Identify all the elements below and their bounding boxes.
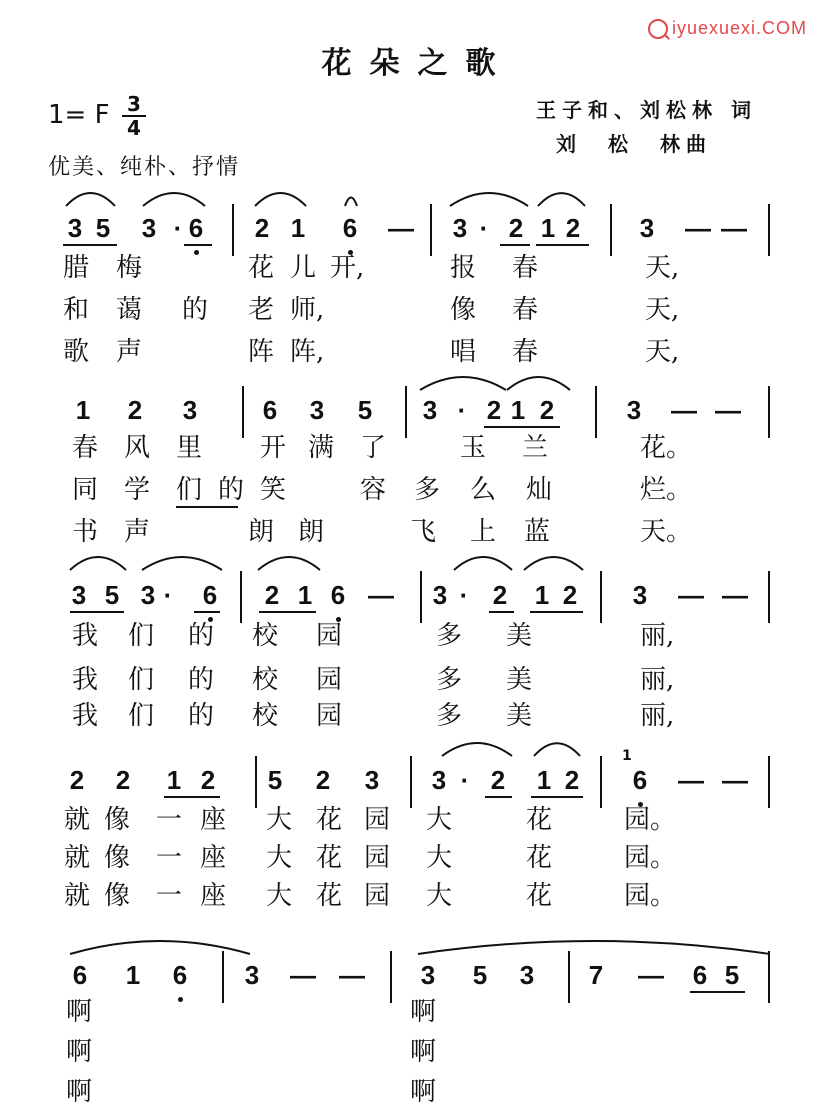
lyric-char: 开, <box>330 253 365 283</box>
lyric-char: 啊 <box>410 997 437 1027</box>
note: — <box>290 960 316 990</box>
beam-underline <box>70 611 124 613</box>
lyric-char: 座 <box>200 881 227 911</box>
lyric-char: 们 <box>128 621 155 651</box>
note: 3 <box>364 765 380 795</box>
beam-underline <box>530 611 583 613</box>
lyric-char: 春 <box>512 253 539 283</box>
lyric-char: 学 <box>124 475 151 505</box>
note: 2 <box>254 213 270 243</box>
lyric-char: 了 <box>360 433 387 463</box>
lyric-char: 们 <box>176 475 203 505</box>
lyric-char: 园 <box>316 621 343 651</box>
note: — <box>721 213 747 243</box>
lyric-char: 我 <box>72 701 99 731</box>
note: 1 <box>536 765 552 795</box>
lyric-char: 上 <box>470 517 497 547</box>
lyric-char: 园 <box>316 665 343 695</box>
lyric-char: 大 <box>426 843 453 873</box>
barline <box>595 386 597 438</box>
lyric-char: 歌 <box>63 337 90 367</box>
note: 3 <box>67 213 83 243</box>
barline <box>768 756 770 808</box>
slur <box>255 193 306 206</box>
lyric-char: 座 <box>200 843 227 873</box>
slur <box>420 377 506 390</box>
lyric-char: 花 <box>526 805 553 835</box>
note: 5 <box>724 960 740 990</box>
note: 6 <box>342 213 358 243</box>
note: 2 <box>539 395 555 425</box>
note: 6 <box>262 395 278 425</box>
note: 2 <box>562 580 578 610</box>
note: 1 <box>540 213 556 243</box>
lyric-char: 师, <box>290 295 325 325</box>
note: 3 <box>639 213 655 243</box>
lyric-char: 的 <box>188 621 215 651</box>
lyric-char: 容 <box>360 475 387 505</box>
beam-underline <box>690 991 745 993</box>
lyric-char: 们 <box>128 665 155 695</box>
slur <box>524 557 583 570</box>
low-octave-dot <box>194 250 199 255</box>
lyric-char: 园 <box>364 843 391 873</box>
lyric-char: 同 <box>72 475 99 505</box>
lyric-char: 朗 <box>248 517 275 547</box>
barline <box>768 204 770 256</box>
note: 2 <box>200 765 216 795</box>
lyric-char: 的 <box>182 295 209 325</box>
lyric-char: 声 <box>124 517 151 547</box>
barline <box>768 571 770 623</box>
note: — <box>715 395 741 425</box>
lyric-char: 就 <box>64 881 91 911</box>
slur <box>258 557 320 570</box>
note: 3 <box>420 960 436 990</box>
barline <box>610 204 612 256</box>
lyric-char: 就 <box>64 843 91 873</box>
note: 1 <box>297 580 313 610</box>
barline <box>390 951 392 1003</box>
beam-underline <box>531 796 583 798</box>
lyric-char: 美 <box>506 665 533 695</box>
note: 2 <box>508 213 524 243</box>
beam-underline <box>63 244 117 246</box>
lyric-char: 们 <box>128 701 155 731</box>
beam-underline <box>184 244 212 246</box>
note: 3 <box>141 213 157 243</box>
lyric-char: 美 <box>506 701 533 731</box>
lyric-char: 我 <box>72 665 99 695</box>
slur <box>143 193 205 206</box>
lyric-char: 大 <box>266 843 293 873</box>
lyric-char: 像 <box>450 295 477 325</box>
note: — <box>388 213 414 243</box>
lyric-char: 灿 <box>526 475 553 505</box>
lyric-char: 花。 <box>640 433 693 463</box>
lyric-char: 大 <box>426 881 453 911</box>
note: 2 <box>565 213 581 243</box>
lyric-char: 我 <box>72 621 99 651</box>
slur <box>418 941 770 954</box>
note: · <box>460 765 470 795</box>
lyric-char: 腊 <box>63 253 90 283</box>
barline <box>568 951 570 1003</box>
beam-underline <box>194 611 220 613</box>
note: 5 <box>104 580 120 610</box>
note: 2 <box>115 765 131 795</box>
lyric-char: 多 <box>414 475 441 505</box>
time-sig-top: 3 <box>127 92 141 116</box>
lyric-char: 园。 <box>624 843 677 873</box>
lyric-char: 大 <box>266 881 293 911</box>
beam-underline <box>536 244 589 246</box>
lyric-char: 园。 <box>624 881 677 911</box>
lyric-char: 啊 <box>66 1037 93 1067</box>
lyric-char: 一 <box>156 805 183 835</box>
slur <box>66 193 115 206</box>
note: 3 <box>244 960 260 990</box>
song-title: 花朵之歌 <box>321 46 514 81</box>
lyric-char: 儿 <box>290 253 317 283</box>
lyric-char: 唱 <box>450 337 477 367</box>
beam-underline <box>500 244 530 246</box>
lyric-char: 校 <box>252 665 279 695</box>
lyric-char: 笑 <box>260 475 287 505</box>
slur <box>345 198 357 207</box>
note: 1 <box>510 395 526 425</box>
lyric-char: 报 <box>450 253 477 283</box>
lyric-char: 春 <box>512 295 539 325</box>
slur <box>534 743 580 756</box>
lyric-char: 的 <box>218 475 245 505</box>
beam-underline <box>484 426 508 428</box>
lyric-char: 书 <box>72 517 99 547</box>
lyric-char: 烂。 <box>640 475 693 505</box>
low-octave-dot <box>178 997 183 1002</box>
lyric-char: 啊 <box>410 1077 437 1107</box>
note: 3 <box>182 395 198 425</box>
note: 3 <box>432 580 448 610</box>
watermark-text: iyuexuexi.COM <box>671 18 807 38</box>
lyric-char: 大 <box>426 805 453 835</box>
barline <box>600 571 602 623</box>
barline <box>240 571 242 623</box>
lyric-char: 像 <box>104 881 131 911</box>
lyric-underline <box>176 506 238 508</box>
note: · <box>479 213 489 243</box>
note: 3 <box>431 765 447 795</box>
note: 6 <box>172 960 188 990</box>
lyric-char: 里 <box>176 433 203 463</box>
lyric-char: 飞 <box>410 517 437 547</box>
lyric-char: 花 <box>526 881 553 911</box>
beam-underline <box>485 796 512 798</box>
note: 7 <box>588 960 604 990</box>
lyric-char: 校 <box>252 621 279 651</box>
lyric-char: 园。 <box>624 805 677 835</box>
note: 3 <box>309 395 325 425</box>
lyric-char: 花 <box>248 253 275 283</box>
lyric-char: 天, <box>645 253 680 283</box>
lyric-char: 和 <box>63 295 90 325</box>
lyric-char: 春 <box>512 337 539 367</box>
note: — <box>671 395 697 425</box>
note: 5 <box>95 213 111 243</box>
note: — <box>722 765 748 795</box>
lyric-char: 梅 <box>116 253 143 283</box>
lyric-char: 像 <box>104 843 131 873</box>
lyric-char: 花 <box>316 805 343 835</box>
lyric-char: 园 <box>316 701 343 731</box>
note: — <box>368 580 394 610</box>
note: · <box>173 213 183 243</box>
note: — <box>678 580 704 610</box>
note: 2 <box>490 765 506 795</box>
lyric-char: 花 <box>526 843 553 873</box>
lyric-char: 阵, <box>290 337 325 367</box>
slur <box>538 193 585 206</box>
barline <box>242 386 244 438</box>
note: 3 <box>519 960 535 990</box>
lyric-char: 一 <box>156 881 183 911</box>
beam-underline <box>259 611 316 613</box>
composer-credit: 刘 松 林曲 <box>556 132 712 156</box>
lyric-char: 兰 <box>522 433 549 463</box>
note: — <box>685 213 711 243</box>
lyric-char: 丽, <box>640 701 675 731</box>
lyric-char: 的 <box>188 665 215 695</box>
slur <box>450 193 528 206</box>
lyric-char: 朗 <box>298 517 325 547</box>
barline <box>430 204 432 256</box>
lyric-char: 美 <box>506 621 533 651</box>
barline <box>255 756 257 808</box>
note: 1 <box>534 580 550 610</box>
lyric-char: 多 <box>436 701 463 731</box>
note: 6 <box>202 580 218 610</box>
lyric-char: 座 <box>200 805 227 835</box>
lyric-char: 像 <box>104 805 131 835</box>
note: 1 <box>75 395 91 425</box>
lyric-char: 满 <box>308 433 335 463</box>
note: 3 <box>71 580 87 610</box>
lyric-char: 啊 <box>66 1077 93 1107</box>
note: 5 <box>267 765 283 795</box>
beam-underline <box>164 796 220 798</box>
lyric-char: 丽, <box>640 665 675 695</box>
barline <box>768 951 770 1003</box>
lyric-char: 开 <box>260 433 287 463</box>
note: 3 <box>632 580 648 610</box>
note: 3 <box>626 395 642 425</box>
style-note: 优美、纯朴、抒情 <box>48 155 241 180</box>
lyric-char: 的 <box>188 701 215 731</box>
barline <box>600 756 602 808</box>
note: · <box>459 580 469 610</box>
note: 2 <box>564 765 580 795</box>
lyric-char: 老 <box>248 295 275 325</box>
beam-underline <box>489 611 514 613</box>
lyric-char: 玉 <box>460 433 487 463</box>
note: 3 <box>140 580 156 610</box>
barline <box>232 204 234 256</box>
lyric-char: 天, <box>645 337 680 367</box>
note: 5 <box>357 395 373 425</box>
lyric-char: 风 <box>124 433 151 463</box>
grace-note: 1 <box>622 748 632 764</box>
lyric-char: 天, <box>645 295 680 325</box>
note: 3 <box>422 395 438 425</box>
lyricist-credit: 王子和、刘松林 词 <box>536 98 757 122</box>
key-signature: 1= F <box>48 100 110 130</box>
lyric-char: 一 <box>156 843 183 873</box>
note: 2 <box>492 580 508 610</box>
lyric-char: 声 <box>116 337 143 367</box>
barline <box>222 951 224 1003</box>
slur <box>507 377 570 390</box>
note: 1 <box>166 765 182 795</box>
lyric-char: 么 <box>470 475 497 505</box>
note: · <box>457 395 467 425</box>
note: 6 <box>72 960 88 990</box>
note: 2 <box>127 395 143 425</box>
slur <box>442 743 512 756</box>
slur <box>454 557 512 570</box>
lyric-char: 校 <box>252 701 279 731</box>
lyric-char: 春 <box>72 433 99 463</box>
barline <box>405 386 407 438</box>
lyric-char: 园 <box>364 881 391 911</box>
lyric-char: 多 <box>436 621 463 651</box>
note: 6 <box>188 213 204 243</box>
note: — <box>678 765 704 795</box>
note: 2 <box>69 765 85 795</box>
lyric-char: 就 <box>64 805 91 835</box>
note: 6 <box>692 960 708 990</box>
note: 1 <box>290 213 306 243</box>
note: · <box>163 580 173 610</box>
barline <box>420 571 422 623</box>
lyric-char: 天。 <box>640 517 693 547</box>
lyric-char: 啊 <box>410 1037 437 1067</box>
barline <box>768 386 770 438</box>
note: 3 <box>452 213 468 243</box>
lyric-char: 花 <box>316 881 343 911</box>
note: 6 <box>330 580 346 610</box>
barline <box>410 756 412 808</box>
lyric-char: 园 <box>364 805 391 835</box>
lyric-char: 花 <box>316 843 343 873</box>
note: 6 <box>632 765 648 795</box>
beam-underline <box>508 426 560 428</box>
note: — <box>339 960 365 990</box>
note: — <box>722 580 748 610</box>
lyric-char: 阵 <box>248 337 275 367</box>
note: 2 <box>315 765 331 795</box>
time-sig-bottom: 4 <box>127 116 141 140</box>
lyric-char: 啊 <box>66 997 93 1027</box>
lyric-char: 蓝 <box>524 517 551 547</box>
note: 5 <box>472 960 488 990</box>
note: 2 <box>486 395 502 425</box>
lyric-char: 蔼 <box>116 295 143 325</box>
slur <box>70 557 126 570</box>
note: 1 <box>125 960 141 990</box>
lyric-char: 大 <box>266 805 293 835</box>
lyric-char: 多 <box>436 665 463 695</box>
note: — <box>638 960 664 990</box>
slur <box>142 557 222 570</box>
lyric-char: 丽, <box>640 621 675 651</box>
note: 2 <box>264 580 280 610</box>
